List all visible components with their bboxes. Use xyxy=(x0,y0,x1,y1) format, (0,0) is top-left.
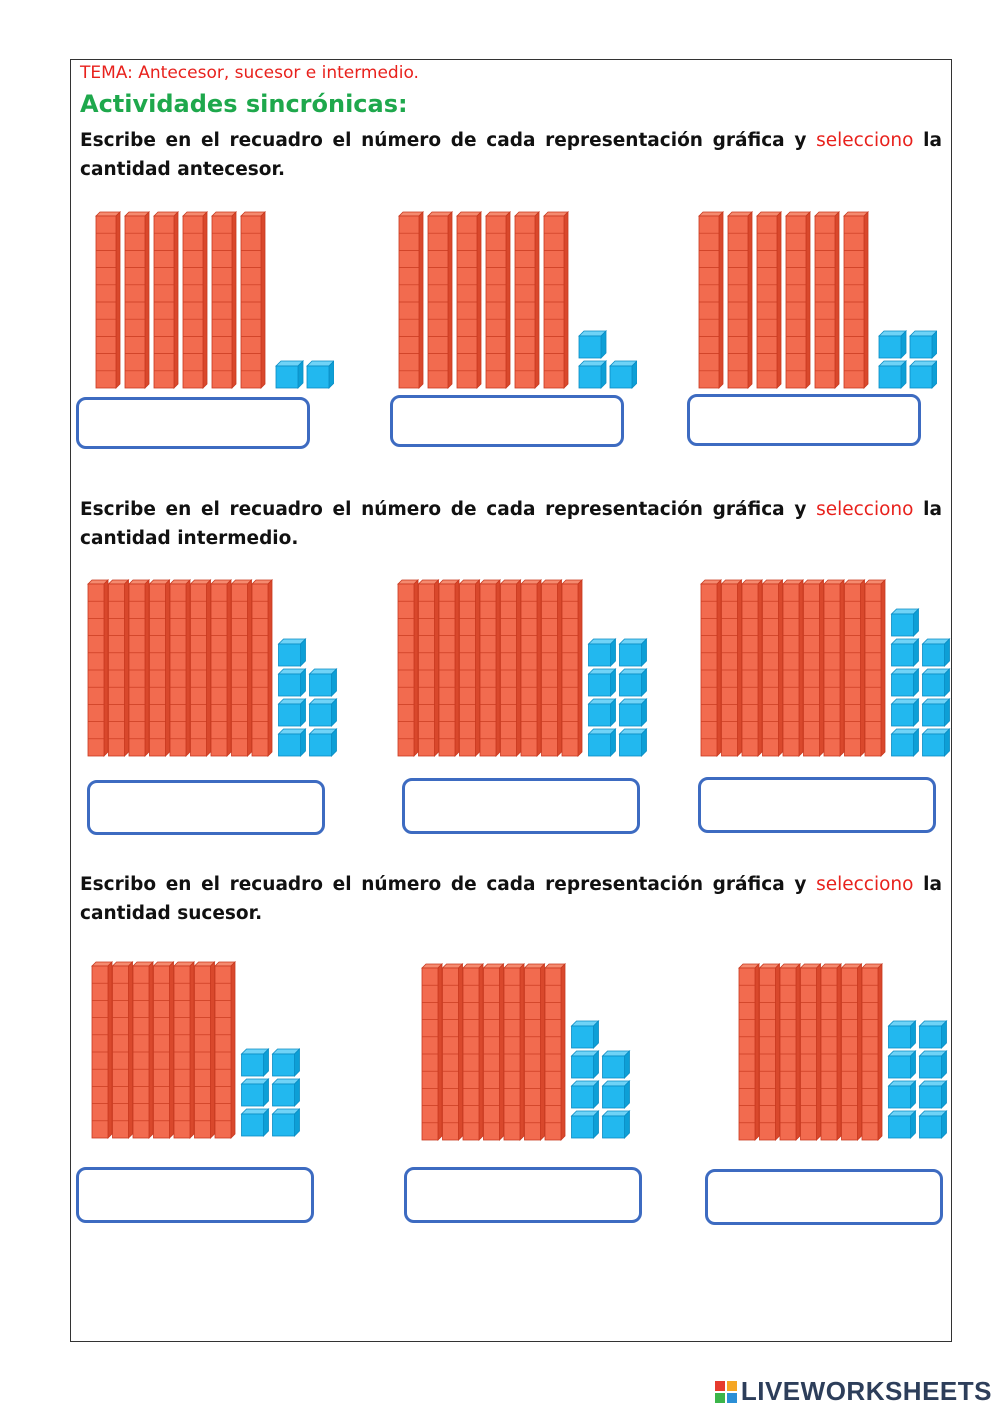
ones-cube xyxy=(589,669,616,696)
answer-input-1[interactable] xyxy=(76,397,310,449)
ones-cube xyxy=(589,699,616,726)
logo-square xyxy=(727,1393,737,1403)
ones-cube xyxy=(310,669,337,696)
tens-rod xyxy=(195,962,215,1138)
answer-input-4[interactable] xyxy=(87,780,325,835)
tens-rod xyxy=(842,964,862,1140)
tens-rod xyxy=(129,580,149,756)
tens-rod xyxy=(783,580,803,756)
tens-rod xyxy=(865,580,885,756)
ones-cube xyxy=(879,361,906,388)
tens-rod xyxy=(486,212,510,388)
ones-cube xyxy=(920,1051,947,1078)
ones-cube xyxy=(572,1081,599,1108)
tens-rod xyxy=(844,212,868,388)
ones-cube xyxy=(610,361,637,388)
ones-cube xyxy=(273,1109,300,1136)
logo-square xyxy=(727,1381,737,1391)
instruction-text-end: la cantidad intermedio. xyxy=(80,499,942,549)
ones-cube xyxy=(273,1049,300,1076)
tens-rod xyxy=(170,580,190,756)
ones-cube xyxy=(889,1051,916,1078)
tens-rod xyxy=(96,212,120,388)
tens-rod xyxy=(824,580,844,756)
tens-rod xyxy=(739,964,759,1140)
base-ten-blocks-illustration xyxy=(90,958,300,1143)
tens-rod xyxy=(757,212,781,388)
ones-cube xyxy=(923,729,950,756)
base-ten-blocks-illustration xyxy=(396,576,656,761)
instruction-highlight: selecciono xyxy=(816,499,914,520)
base-ten-blocks-illustration xyxy=(699,576,951,761)
tens-rod xyxy=(398,580,418,756)
tens-rod xyxy=(422,964,442,1140)
answer-input-3[interactable] xyxy=(687,394,921,446)
ones-cube xyxy=(923,669,950,696)
ones-cube xyxy=(889,1021,916,1048)
base-ten-blocks-illustration xyxy=(86,576,346,761)
tens-rod xyxy=(845,580,865,756)
instruction-text-end: la cantidad sucesor. xyxy=(80,874,942,924)
ones-cube xyxy=(279,669,306,696)
base-ten-block-9 xyxy=(737,960,952,1149)
tens-rod xyxy=(544,212,568,388)
ones-cube xyxy=(279,639,306,666)
tens-rod xyxy=(501,580,521,756)
tens-rod xyxy=(419,580,439,756)
base-ten-blocks-illustration xyxy=(420,960,635,1145)
tens-rod xyxy=(88,580,108,756)
answer-input-5[interactable] xyxy=(402,778,640,834)
ones-cube xyxy=(620,639,647,666)
tens-rod xyxy=(545,964,565,1140)
tens-rod xyxy=(562,580,582,756)
tens-rod xyxy=(125,212,149,388)
ones-cube xyxy=(920,1021,947,1048)
tens-rod xyxy=(780,964,800,1140)
tens-rod xyxy=(484,964,504,1140)
ones-cube xyxy=(879,331,906,358)
answer-input-8[interactable] xyxy=(404,1167,642,1223)
tens-rod xyxy=(150,580,170,756)
ones-cube xyxy=(310,699,337,726)
ones-cube xyxy=(242,1049,269,1076)
ones-cube xyxy=(892,729,919,756)
ones-cube xyxy=(242,1079,269,1106)
tens-rod xyxy=(760,964,780,1140)
liveworksheets-logo[interactable] xyxy=(715,1376,992,1407)
tens-rod xyxy=(542,580,562,756)
ones-cube xyxy=(620,699,647,726)
base-ten-block-2 xyxy=(397,208,637,397)
tens-rod xyxy=(862,964,882,1140)
tens-rod xyxy=(786,212,810,388)
tens-rod xyxy=(815,212,839,388)
ones-cube xyxy=(572,1111,599,1138)
tens-rod xyxy=(521,580,541,756)
instruction-intermedio xyxy=(80,495,942,553)
tens-rod xyxy=(154,962,174,1138)
tens-rod xyxy=(211,580,231,756)
ones-cube xyxy=(889,1111,916,1138)
instruction-text: Escribo en el recuadro el número de cada representación gráfica y xyxy=(80,874,807,895)
tens-rod xyxy=(232,580,252,756)
ones-cube xyxy=(579,331,606,358)
ones-cube xyxy=(892,699,919,726)
instruction-text: Escribe en el recuadro el número de cada representación gráfica y xyxy=(80,130,807,151)
ones-cube xyxy=(589,639,616,666)
tens-rod xyxy=(457,212,481,388)
base-ten-block-8 xyxy=(420,960,635,1149)
tens-rod xyxy=(92,962,112,1138)
instruction-highlight: selecciono xyxy=(816,874,914,895)
tens-rod xyxy=(443,964,463,1140)
instruction-text-end: la cantidad antecesor. xyxy=(80,130,942,180)
tens-rod xyxy=(821,964,841,1140)
tens-rod xyxy=(722,580,742,756)
ones-cube xyxy=(620,669,647,696)
topic-line: TEMA: Antecesor, sucesor e intermedio. xyxy=(80,63,419,83)
tens-rod xyxy=(763,580,783,756)
ones-cube xyxy=(579,361,606,388)
tens-rod xyxy=(113,962,133,1138)
tens-rod xyxy=(525,964,545,1140)
answer-input-2[interactable] xyxy=(390,395,624,447)
tens-rod xyxy=(463,964,483,1140)
ones-cube xyxy=(920,1111,947,1138)
ones-cube xyxy=(910,331,937,358)
tens-rod xyxy=(215,962,235,1138)
ones-cube xyxy=(242,1109,269,1136)
ones-cube xyxy=(310,729,337,756)
tens-rod xyxy=(460,580,480,756)
instruction-sucesor xyxy=(80,870,942,928)
ones-cube xyxy=(276,361,303,388)
tens-rod xyxy=(701,580,721,756)
ones-cube xyxy=(603,1081,630,1108)
tens-rod xyxy=(399,212,423,388)
tens-rod xyxy=(183,212,207,388)
ones-cube xyxy=(572,1021,599,1048)
instruction-highlight: selecciono xyxy=(816,130,914,151)
ones-cube xyxy=(273,1079,300,1106)
ones-cube xyxy=(603,1111,630,1138)
tens-rod xyxy=(133,962,153,1138)
tens-rod xyxy=(241,212,265,388)
ones-cube xyxy=(572,1051,599,1078)
base-ten-block-3 xyxy=(697,208,937,397)
answer-input-7[interactable] xyxy=(76,1167,314,1223)
logo-text: LIVEWORKSHEETS xyxy=(740,1376,992,1406)
answer-input-9[interactable] xyxy=(705,1169,943,1225)
ones-cube xyxy=(923,699,950,726)
logo-square xyxy=(715,1381,725,1391)
tens-rod xyxy=(504,964,524,1140)
base-ten-block-4 xyxy=(86,576,346,765)
ones-cube xyxy=(920,1081,947,1108)
base-ten-block-5 xyxy=(396,576,656,765)
base-ten-blocks-illustration xyxy=(697,208,937,393)
logo-icon xyxy=(715,1381,737,1403)
ones-cube xyxy=(620,729,647,756)
tens-rod xyxy=(109,580,129,756)
ones-cube xyxy=(910,361,937,388)
tens-rod xyxy=(174,962,194,1138)
ones-cube xyxy=(889,1081,916,1108)
ones-cube xyxy=(589,729,616,756)
tens-rod xyxy=(801,964,821,1140)
base-ten-block-6 xyxy=(699,576,951,765)
tens-rod xyxy=(728,212,752,388)
answer-input-6[interactable] xyxy=(698,777,936,833)
tens-rod xyxy=(480,580,500,756)
ones-cube xyxy=(923,639,950,666)
ones-cube xyxy=(892,669,919,696)
base-ten-block-1 xyxy=(94,208,334,397)
tens-rod xyxy=(212,212,236,388)
base-ten-block-7 xyxy=(90,958,300,1147)
base-ten-blocks-illustration xyxy=(94,208,334,393)
tens-rod xyxy=(515,212,539,388)
instruction-antecesor xyxy=(80,126,942,184)
tens-rod xyxy=(439,580,459,756)
base-ten-blocks-illustration xyxy=(737,960,952,1145)
tens-rod xyxy=(804,580,824,756)
ones-cube xyxy=(307,361,334,388)
ones-cube xyxy=(892,609,919,636)
tens-rod xyxy=(699,212,723,388)
ones-cube xyxy=(892,639,919,666)
page-title: Actividades sincrónicas: xyxy=(80,90,408,118)
instruction-text: Escribe en el recuadro el número de cada representación gráfica y xyxy=(80,499,807,520)
tens-rod xyxy=(191,580,211,756)
tens-rod xyxy=(154,212,178,388)
ones-cube xyxy=(279,729,306,756)
base-ten-blocks-illustration xyxy=(397,208,637,393)
ones-cube xyxy=(279,699,306,726)
tens-rod xyxy=(742,580,762,756)
ones-cube xyxy=(603,1051,630,1078)
logo-square xyxy=(715,1393,725,1403)
tens-rod xyxy=(252,580,272,756)
tens-rod xyxy=(428,212,452,388)
